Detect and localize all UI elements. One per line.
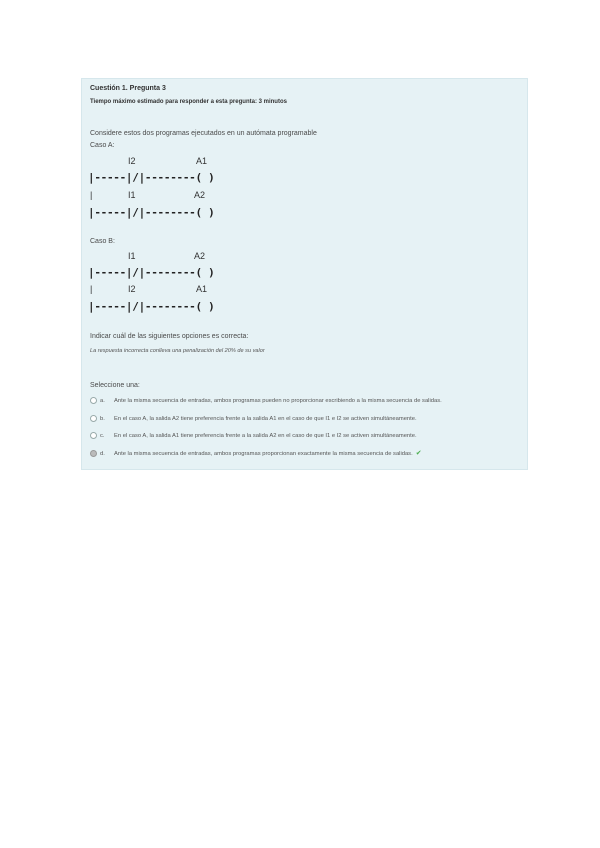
- option-d[interactable]: [90, 449, 422, 459]
- select-label: Seleccione una:: [90, 382, 140, 389]
- case-b-output-2: A1: [196, 284, 208, 294]
- case-b-input-1: I1: [128, 251, 136, 261]
- option-b[interactable]: [90, 415, 417, 425]
- option-letter: d.: [100, 451, 105, 457]
- case-b-label: Caso B:: [90, 238, 115, 245]
- option-letter: c.: [100, 433, 105, 440]
- radio-b[interactable]: [90, 415, 97, 422]
- option-letter: a.: [100, 398, 105, 405]
- option-c[interactable]: [90, 432, 417, 442]
- intro-text: Considere estos dos programas ejecutados en un autómata programable: [90, 130, 317, 137]
- radio-d-selected[interactable]: [90, 450, 97, 457]
- penalty-note: La respuesta incorrecta conlleva una penalización del 20% de su valor: [90, 348, 265, 354]
- case-a-input-2: I1: [128, 190, 136, 200]
- option-a[interactable]: [90, 397, 442, 407]
- option-text: Ante la misma secuencia de entradas, ambos programas pueden no proporcionar escribiendo a la misma secuencia de salidas.: [114, 398, 442, 405]
- option-text: En el caso A, la salida A2 tiene preferencia frente a la salida A1 en el caso de que I1 e I2 se activen simultáneamente.: [114, 416, 417, 423]
- case-a-input-1: I2: [128, 156, 136, 166]
- radio-c[interactable]: [90, 432, 97, 439]
- option-text: En el caso A, la salida A1 tiene preferencia frente a la salida A2 en el caso de que I1 e I2 se activen simultáneamente.: [114, 433, 417, 440]
- case-b-rung-1: |-----|/|--------( ): [88, 266, 215, 279]
- question-title: Cuestión 1. Pregunta 3: [90, 85, 166, 92]
- case-b-input-2: I2: [128, 284, 136, 294]
- option-text: Ante la misma secuencia de entradas, ambos programas proporcionan exactamente la misma secuencia de salidas.: [114, 451, 413, 457]
- option-letter: b.: [100, 416, 105, 423]
- case-b-rung-2: |-----|/|--------( ): [88, 300, 215, 313]
- case-a-rail: |: [90, 190, 93, 200]
- case-a-rung-2: |-----|/|--------( ): [88, 206, 215, 219]
- case-a-label: Caso A:: [90, 142, 115, 149]
- time-note: Tiempo máximo estimado para responder a esta pregunta: 3 minutos: [90, 99, 287, 105]
- case-b-output-1: A2: [194, 251, 206, 261]
- prompt-text: Indicar cuál de las siguientes opciones es correcta:: [90, 333, 249, 340]
- case-a-output-2: A2: [194, 190, 206, 200]
- radio-a[interactable]: [90, 397, 97, 404]
- case-b-rail: |: [90, 284, 93, 294]
- correct-check-icon: ✔: [415, 450, 422, 457]
- case-a-output-1: A1: [196, 156, 208, 166]
- question-card: [81, 78, 528, 470]
- case-a-rung-1: |-----|/|--------( ): [88, 171, 215, 184]
